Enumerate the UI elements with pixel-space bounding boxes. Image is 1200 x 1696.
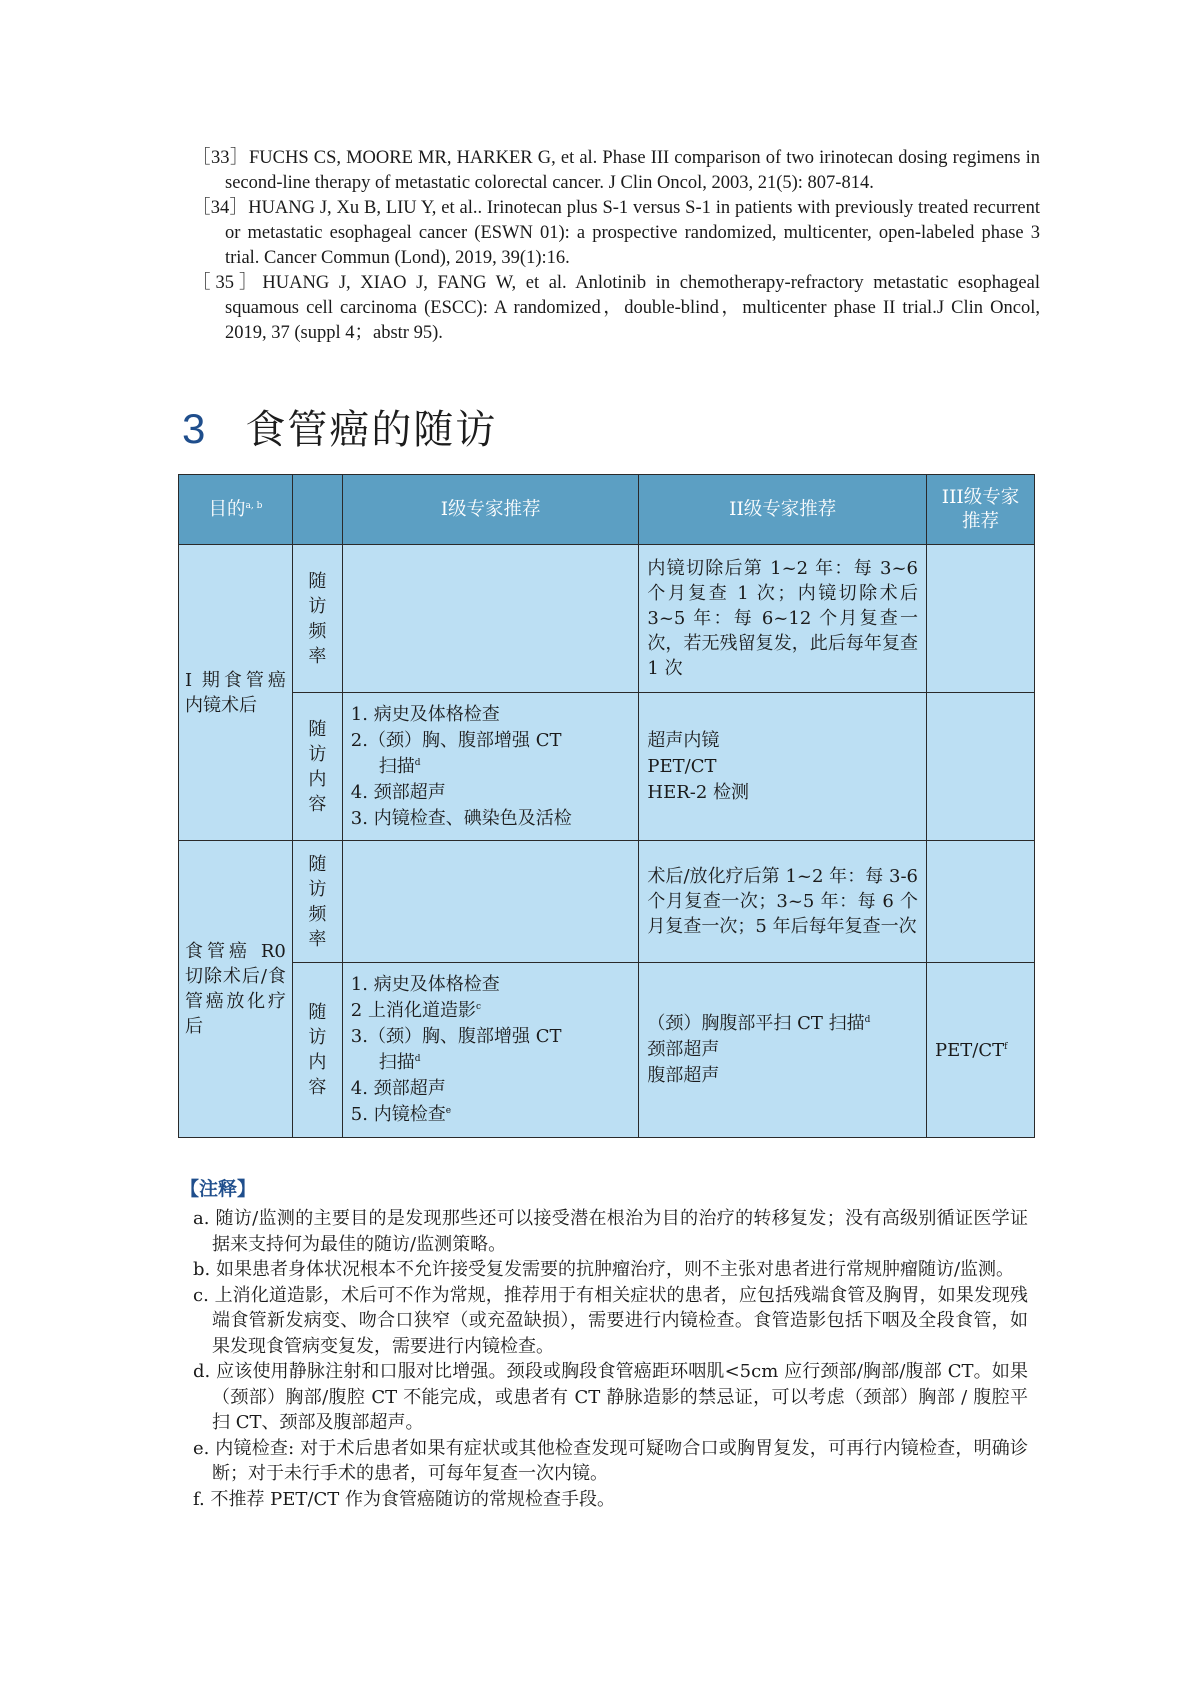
reference-number: ［35］	[192, 273, 263, 293]
purpose-cell: 食管癌 R0 切除术后/食管癌放化疗后	[179, 841, 293, 1138]
level2-cell: （颈）胸腹部平扫 CT 扫描$^d$ 颈部超声 腹部超声	[639, 963, 927, 1138]
level2-cell: 超声内镜 PET/CT HER-2 检测	[639, 693, 927, 841]
level3-cell	[927, 545, 1035, 693]
table-row	[179, 963, 1035, 1138]
table-header-row	[179, 475, 1035, 545]
sub-label-content: 随 访 内 容	[292, 963, 342, 1138]
notes-heading: 【注释】	[180, 1178, 257, 1200]
note-item: f. 不推荐 PET/CT 作为食管癌随访的常规检查手段。	[193, 1488, 616, 1510]
table-row	[179, 693, 1035, 841]
header-level2: II级专家推荐	[639, 475, 927, 545]
table-row	[179, 545, 1035, 693]
reference-35	[192, 271, 1040, 346]
level2-cell: 术后/放化疗后第 1~2 年：每 3-6 个月复查一次；3~5 年：每 6 个月复查一次；5 年后每年复查一次	[639, 841, 927, 963]
purpose-cell: I 期食管癌内镜术后	[179, 545, 293, 841]
level3-cell	[927, 841, 1035, 963]
section-heading	[182, 398, 497, 455]
note-item: c. 上消化道造影，术后可不作为常规，推荐用于有相关症状的患者，应包括残端食管及胸胃，如果发现残端食管新发病变、吻合口狭窄（或充盈缺损），需要进行内镜检查。食管造影包括下咽及全段食管，如果发现食管病变复发，需要进行内镜检查。	[193, 1284, 1028, 1357]
reference-number: ［33］	[192, 148, 249, 168]
notes-list	[193, 1206, 1028, 1512]
header-sub	[292, 475, 342, 545]
level3-cell	[927, 693, 1035, 841]
table-row	[179, 841, 1035, 963]
level1-cell: 1. 病史及体格检查 2 上消化道造影$^c$ 3.（颈）胸、腹部增强 CT 扫描$^d$ 4. 颈部超声 5. 内镜检查$^e$	[342, 963, 639, 1138]
header-level1: I级专家推荐	[342, 475, 639, 545]
reference-text: HUANG J, Xu B, LIU Y, et al.. Irinotecan plus S-1 versus S-1 in patients with previously treated recurrent or metastatic esophageal cancer (ESWN 01): a prospective randomized, multicenter, open-labeled phase 3 trial. Cancer Commun (Lond), 2019, 39(1):16.	[225, 198, 1040, 268]
reference-33	[192, 146, 1040, 196]
level1-cell: 1. 病史及体格检查 2.（颈）胸、腹部增强 CT 扫描$^d$ 4. 颈部超声 3. 内镜检查、碘染色及活检	[342, 693, 639, 841]
note-item: b. 如果患者身体状况根本不允许接受复发需要的抗肿瘤治疗，则不主张对患者进行常规肿瘤随访/监测。	[193, 1259, 1015, 1280]
reference-list	[192, 146, 1040, 346]
sub-label-frequency: 随 访 频 率	[292, 545, 342, 693]
note-item: e. 内镜检查: 对于术后患者如果有症状或其他检查发现可疑吻合口或胸胃复发，可再行内镜检查，明确诊断；对于未行手术的患者，可每年复查一次内镜。	[193, 1437, 1028, 1484]
header-purpose: 目的$^{a, b}$	[179, 475, 293, 545]
sub-label-content: 随 访 内 容	[292, 693, 342, 841]
note-item: d. 应该使用静脉注射和口服对比增强。颈段或胸段食管癌距环咽肌<5cm 应行颈部/胸部/腹部 CT。如果（颈部）胸部/腹腔 CT 不能完成，或患者有 CT 静脉造影的禁忌证，可以考虑（颈部）胸部 / 腹腔平扫 CT、颈部及腹部超声。	[193, 1361, 1028, 1433]
reference-text: FUCHS CS, MOORE MR, HARKER G, et al. Phase III comparison of two irinotecan dosing regimens in second-line therapy of metastatic colorectal cancer. J Clin Oncol, 2003, 21(5): 807-814.	[225, 148, 1040, 193]
sub-label-frequency: 随 访 频 率	[292, 841, 342, 963]
section-title: 食管癌的随访	[245, 407, 498, 453]
reference-text: HUANG J, XIAO J, FANG W, et al. Anlotinib in chemotherapy-refractory metastatic esophageal squamous cell carcinoma (ESCC): A randomized，double-blind，multicenter phase II trial.J Clin Oncol, 2019, 37 (suppl 4；abstr 95).	[225, 273, 1040, 343]
header-level3: III级专家 推荐	[927, 475, 1035, 545]
section-number: 3	[182, 405, 208, 452]
note-item: a. 随访/监测的主要目的是发现那些还可以接受潜在根治为目的治疗的转移复发；没有高级别循证医学证据来支持何为最佳的随访/监测策略。	[193, 1208, 1028, 1255]
follow-up-recommendation-table	[178, 474, 1035, 1138]
reference-number: ［34］	[192, 198, 249, 218]
level1-cell	[342, 545, 639, 693]
level1-cell	[342, 841, 639, 963]
level2-cell: 内镜切除后第 1~2 年：每 3~6 个月复查 1 次；内镜切除术后 3~5 年：每 6~12 个月复查一次，若无残留复发，此后每年复查 1 次	[639, 545, 927, 693]
level3-cell: PET/$CT^f$	[927, 963, 1035, 1138]
reference-34	[192, 196, 1040, 271]
